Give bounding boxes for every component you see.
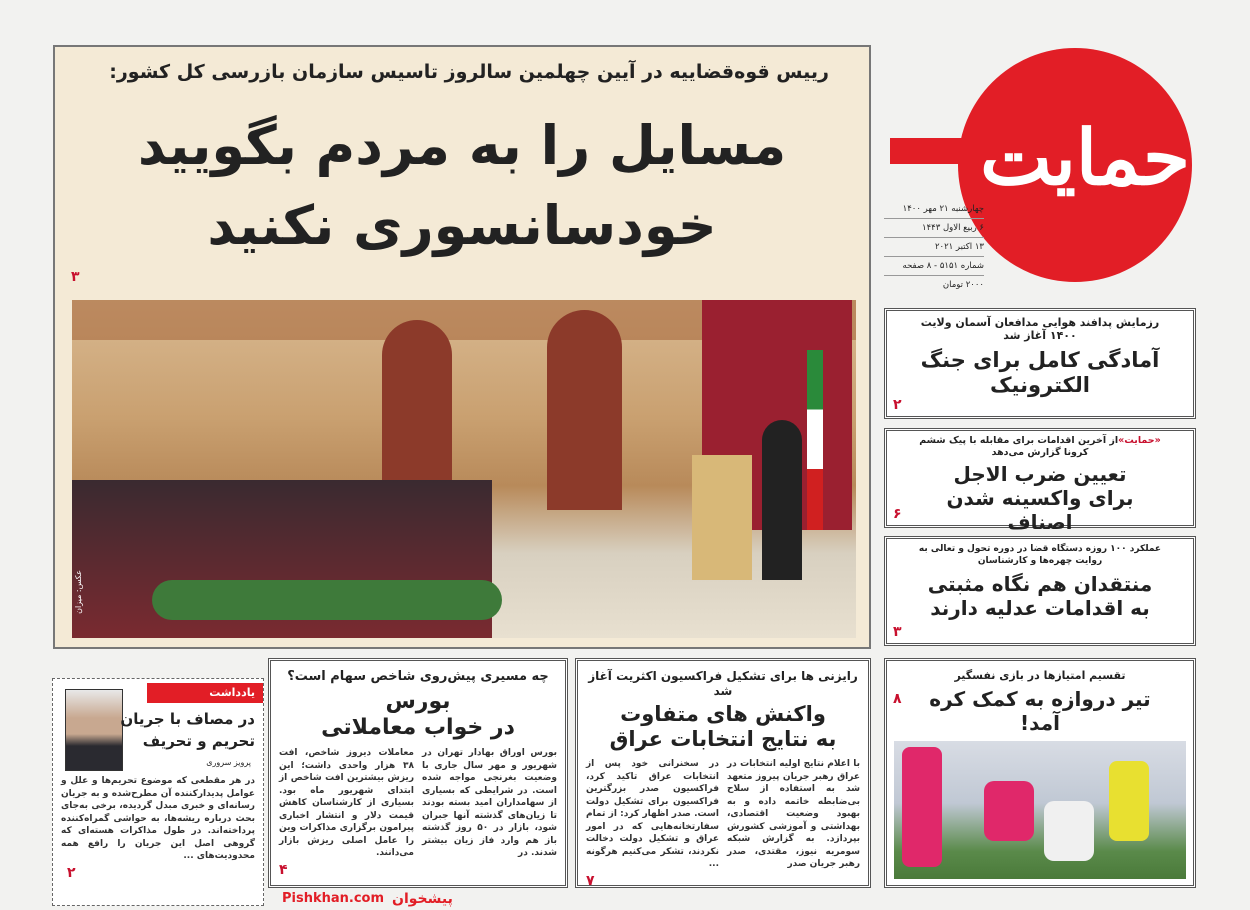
headline-2: برای واکسینه شدن اصناف: [946, 486, 1134, 534]
headline-1: منتقدان هم نگاه مثبتی: [927, 572, 1153, 596]
kicker: رزمایش پدافند هوایی مدافعان آسمان ولایت ۱۴۰۰ آغاز شد: [920, 316, 1160, 342]
page-ref: ۸: [893, 691, 902, 707]
page-ref: ۳: [71, 269, 80, 285]
logo-text: حمایت: [980, 113, 1190, 202]
issue-number: شماره ۵۱۵۱ - ۸ صفحه: [884, 257, 984, 276]
column-right: بورس اوراق بهادار تهران در شهریور و مهر سال جاری با وضعیت بغرنجی مواجه شده است. در شرایطی که بسیاری از سهامداران امید بسته بودند تا زیان‌های گذشته آنها جبران شود، بازار در ۵۰ روز گذشته باز هم وارد فاز زیان بیشتر شدند. در: [422, 748, 558, 858]
page-ref: ۴: [279, 861, 288, 878]
date-persian: چهارشنبه ۲۱ مهر ۱۴۰۰: [884, 200, 984, 219]
kicker: عملکرد ۱۰۰ روزه دستگاه قضا در دوره تحول و تعالی به روایت چهره‌ها و کارشناسان: [918, 544, 1162, 566]
story-bourse[interactable]: [268, 658, 568, 888]
headline-1: واکنش های متفاوت: [620, 702, 826, 726]
page-ref: ۷: [586, 872, 595, 889]
page-ref: ۳: [893, 624, 902, 640]
page-ref: ۲: [67, 864, 76, 881]
headline: تیر دروازه به کمک کره آمد!: [929, 687, 1151, 735]
lead-photo: [72, 300, 856, 638]
editorial-author: پرویز سروری: [206, 758, 251, 767]
side-story-vaccine[interactable]: [884, 428, 1196, 534]
column-left: معاملات دیروز شاخص، افت ۳۸ هزار واحدی داشت؛ این ریزش بیشترین افت شاخص از ابتدای شهریور ماه بود. بسیاری از کارشناسان کاهش قیمت دلار و انتشار اخباری پیرامون برگزاری مذاکرات وین را عامل اصلی ریزش بازار می‌دانند.: [279, 748, 414, 858]
headline-2: به نتایج انتخابات عراق: [609, 727, 837, 751]
lead-kicker: رییس قوه‌قضاییه در آیین چهلمین سالروز تاسیس سازمان بازرسی کل کشور:: [109, 61, 829, 83]
price: ۲۰۰۰ تومان: [942, 280, 984, 290]
story-iraq[interactable]: [575, 658, 871, 888]
side-story-air-defense[interactable]: [884, 308, 1196, 419]
page-ref: ۲: [893, 397, 902, 413]
page-ref: ۶: [893, 506, 902, 522]
photo-credit: عکس: میزان: [74, 570, 83, 614]
date-gregorian: ۱۳ اکتبر ۲۰۲۱: [884, 238, 984, 257]
football-photo: [894, 741, 1186, 879]
author-photo: [65, 689, 123, 771]
lead-headline-2: خودسانسوری نکنید: [207, 194, 717, 257]
kicker: تقسیم امتیازها در بازی نفسگیر: [954, 669, 1126, 682]
headline: آمادگی کامل برای جنگ الکترونیک: [920, 348, 1160, 397]
date-hijri: ۶ ربیع الاول ۱۴۴۳: [884, 219, 984, 238]
editorial-label: یادداشت: [147, 683, 263, 703]
kicker: رایزنی ها برای تشکیل فراکسیون اکثریت آغاز شد: [588, 669, 858, 698]
side-story-football[interactable]: [884, 658, 1196, 888]
editorial-body: در هر مقطعی که موضوع تحریم‌ها و علل و عوامل پدیدارکننده آن مطرح‌شده و به جریان رسانه‌ای و خبری مبدل گردیده، برخی به‌جای بحث درباره ریشه‌ها، به حواشی گمراه‌کننده پرداخته‌اند. در طول مذاکرات هسته‌ای که گروهی اصل این جریان را رافع همه محدودیت‌های ...: [61, 776, 255, 861]
column-right: با اعلام نتایج اولیه انتخابات در عراق رهبر جریان پیروز متعهد شد به استفاده از سلاح بی‌ضابطه خاتمه داده و به بهبود وضعیت اقتصادی، بهداشتی و آموزشی کشورش بپردازد. به گزارش شبکه سومریه نیوز، مقتدی، صدر رهبر جریان صدر: [727, 759, 860, 869]
watermark: Pishkhan.com پیشخوان: [282, 891, 453, 907]
kicker: «حمایت»از آخرین اقدامات برای مقابله با پیک ششم کرونا گزارش می‌دهد: [919, 435, 1161, 458]
editorial-headline-2: تحریم و تحریف: [142, 732, 255, 750]
side-story-judiciary[interactable]: [884, 536, 1196, 646]
headline-2: به اقدامات عدلیه دارند: [930, 596, 1150, 620]
editorial-headline-1: در مصاف با جریان: [120, 710, 255, 728]
editorial[interactable]: [52, 678, 264, 906]
masthead-info: [884, 200, 984, 294]
headline-1: بورس: [385, 689, 451, 714]
lead-headline-1: مسایل را به مردم بگویید: [137, 114, 787, 177]
column-left: در سخنرانی خود پس از انتخابات عراق تاکید کرد، فراکسیون صدر بزرگترین فراکسیون برای تشکیل دولت است. صدر اظهار کرد: از تمام سفارتخانه‌هایی که در امور عراق و تشکیل دولت دخالت نکردند، تشکر می‌کنیم هرگونه ...: [586, 759, 719, 869]
kicker: چه مسیری پیش‌روی شاخص سهام است؟: [287, 669, 549, 684]
headline-1: تعیین ضرب الاجل: [953, 462, 1127, 486]
headline-2: در خواب معاملاتی: [321, 715, 515, 740]
